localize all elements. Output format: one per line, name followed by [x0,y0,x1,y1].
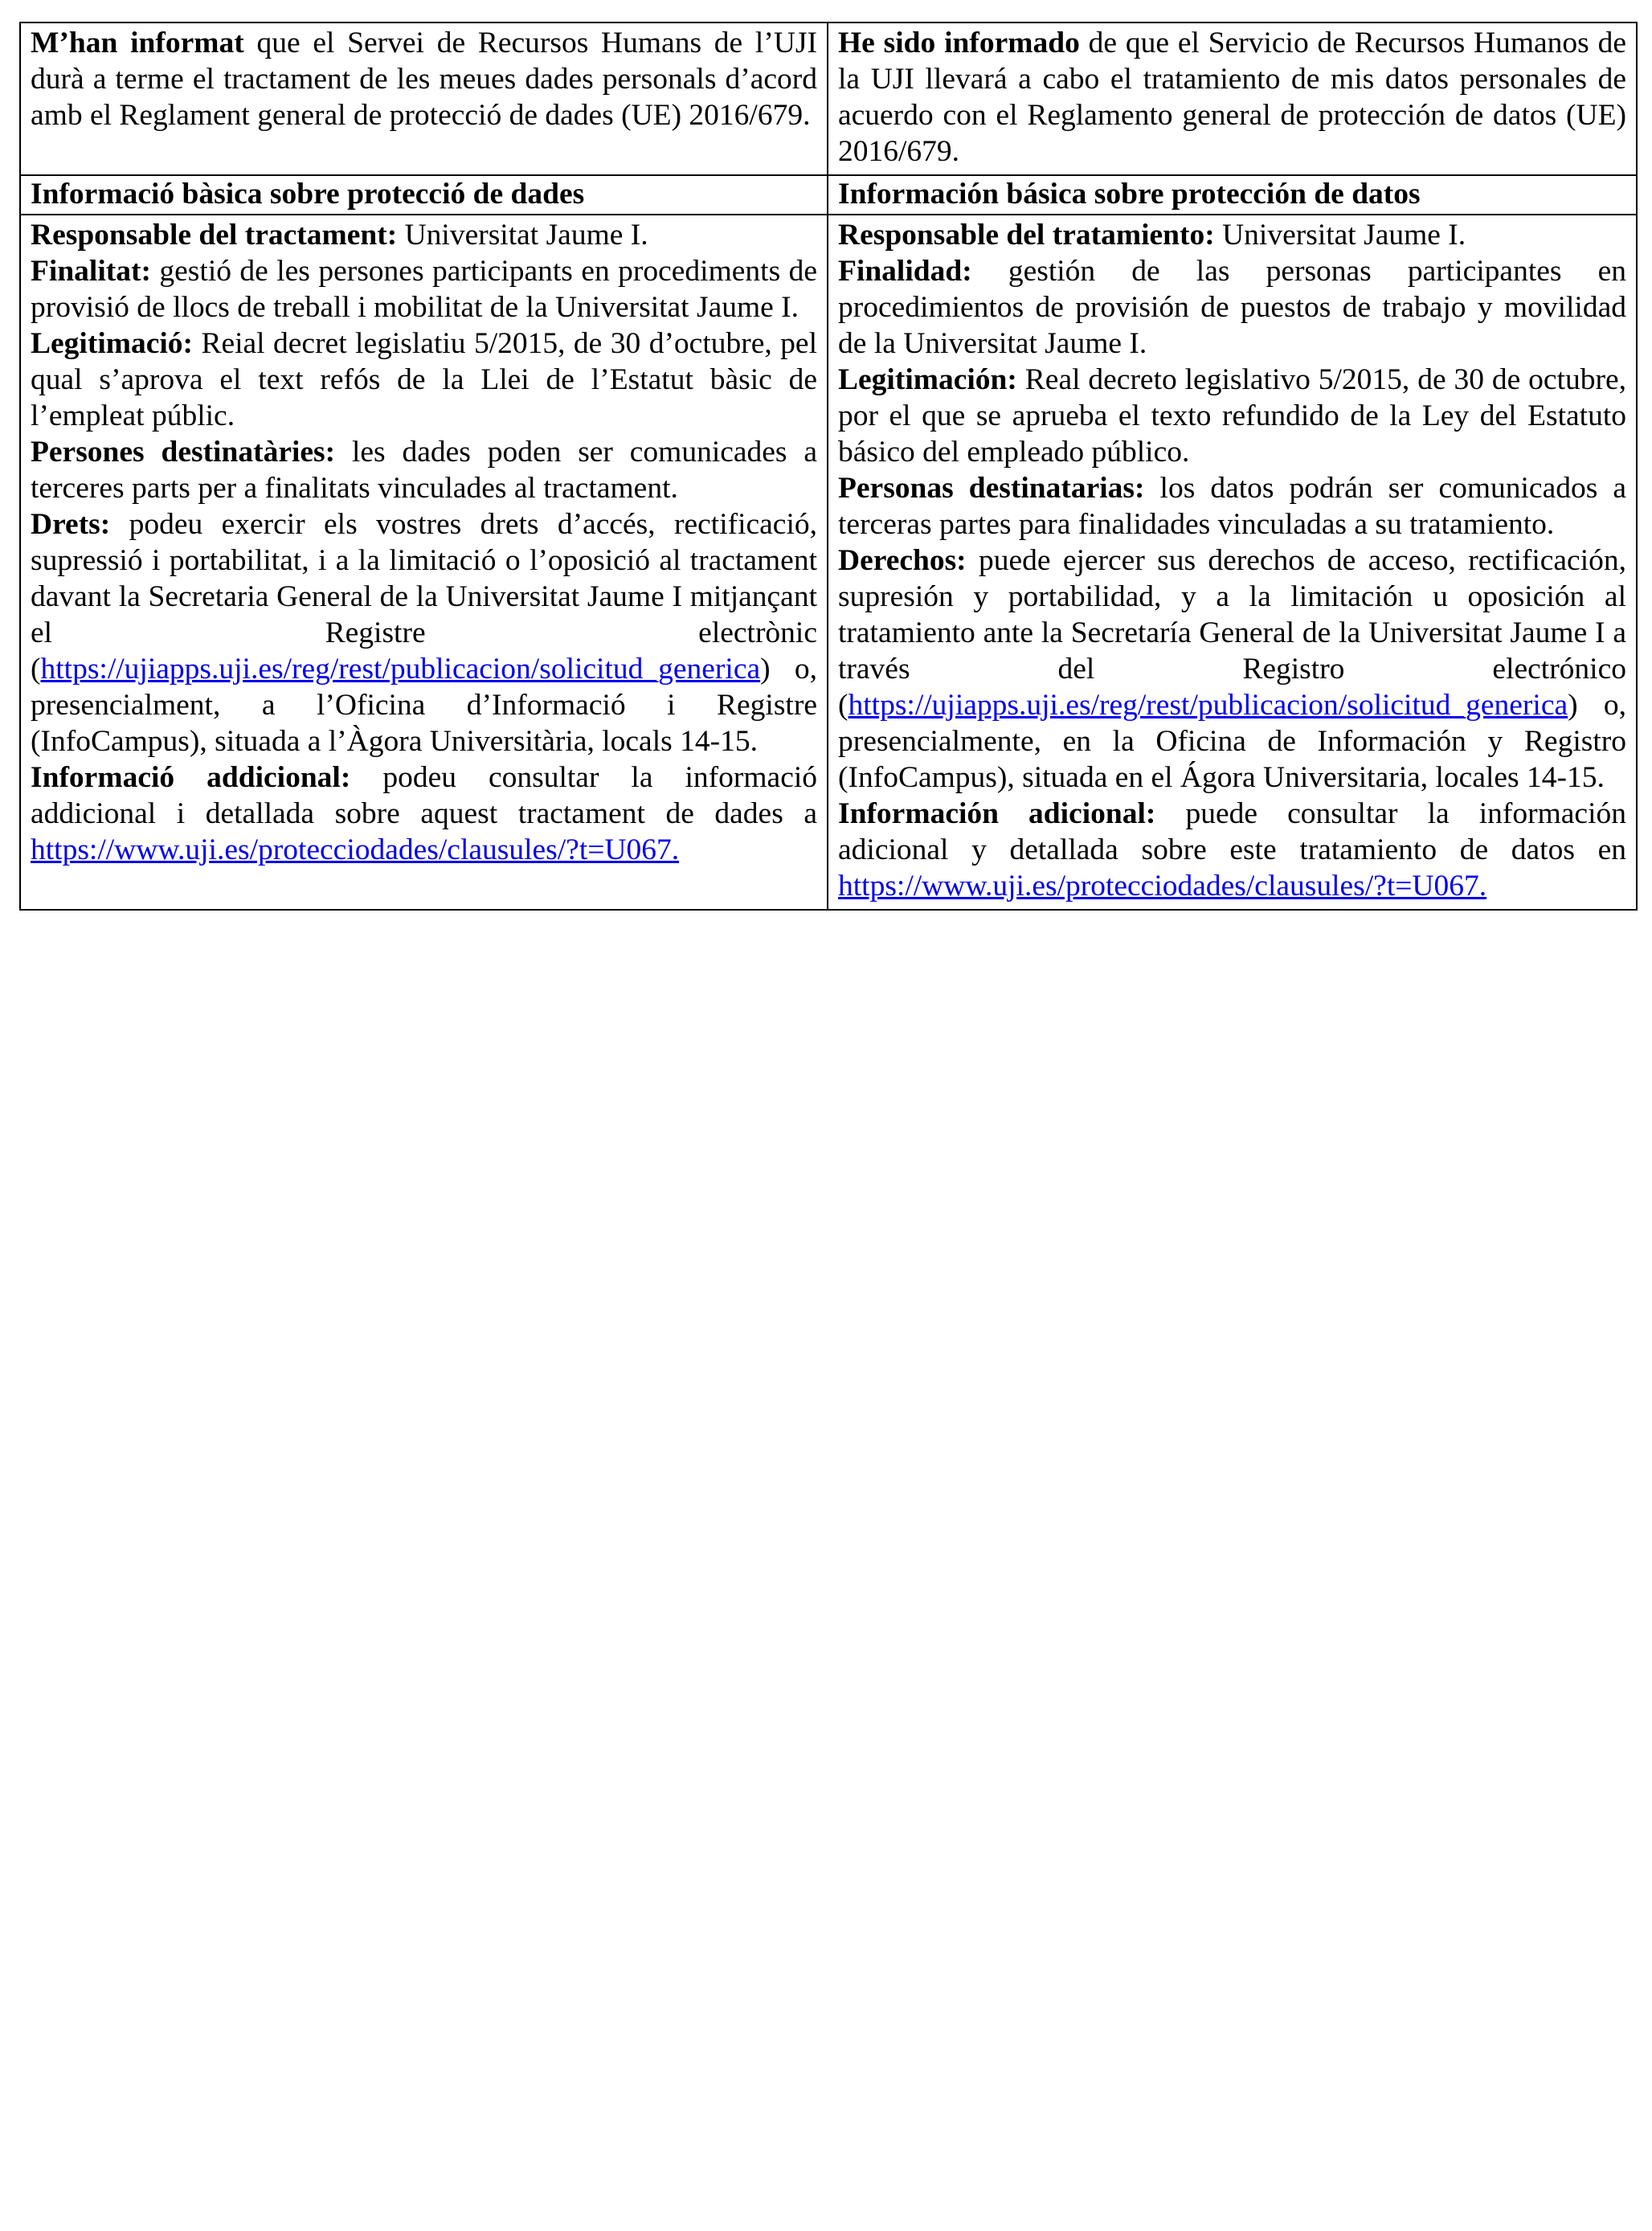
destinataris-label-spanish: Personas destinatarias: [838,472,1145,505]
destinataris-label-catalan: Persones destinatàries: [31,436,336,469]
intro-bold-spanish: He sido informado [838,27,1080,59]
drets-label-spanish: Derechos: [838,544,967,577]
details-cell-catalan [20,215,828,910]
responsable-label-spanish: Responsable del tratamiento: [838,219,1215,252]
responsable-paragraph-catalan [31,217,817,253]
responsable-paragraph-spanish [838,217,1626,253]
clausules-link-catalan[interactable]: https://www.uji.es/protecciodades/clausules/?t=U067. [31,833,680,866]
finalitat-text-spanish: gestión de las personas participantes en procedimientos de provisión de puestos de trabajo y movilidad de la Universitat Jaume I. [838,255,1626,360]
addicional-text-catalan: podeu consultar la informació addicional i detallada sobre aquest tractament de dades a [31,761,818,830]
drets-text-spanish: puede ejercer sus derechos de acceso, rectificación, supresión y portabilidad, y a la limitación u oposición al tratamiento ante la Secretaría General de la Universitat Jaume I a través del Registro electrónico ( [838,544,1626,722]
document-page [19,22,1636,911]
finalitat-paragraph-spanish [838,253,1626,362]
addicional-paragraph-catalan [31,759,817,868]
finalitat-label-catalan: Finalitat: [31,255,151,288]
legitimacio-label-spanish: Legitimación: [838,363,1017,396]
destinataris-paragraph-spanish [838,470,1626,542]
intro-text-spanish: de que el Servicio de Recursos Humanos de la UJI llevará a cabo el tratamiento de mis datos personales de acuerdo con el Reglamento general de protección de datos (UE) 2016/679. [838,27,1626,168]
details-row [20,215,1637,910]
legitimacio-paragraph-spanish [838,362,1626,470]
addicional-paragraph-spanish [838,796,1626,904]
destinataris-text-spanish: los datos podrán ser comunicados a terceras partes para finalidades vinculadas a su tratamiento. [838,472,1626,541]
legitimacio-label-catalan: Legitimació: [31,327,194,360]
destinataris-paragraph-catalan [31,434,817,506]
drets-text-2-catalan: ) o, presencialment, a l’Oficina d’Informació i Registre (InfoCampus), situada a l’Àgora Universitària, locals 14-15. [31,653,817,758]
drets-text-catalan: podeu exercir els vostres drets d’accés, rectificació, supressió i portabilitat, i a la limitació o l’oposició al tractament davant la Secretaria General de la Universitat Jaume I mitjançant el Registre electrònic ( [31,508,817,686]
drets-label-catalan: Drets: [31,508,111,541]
registre-link-spanish[interactable]: https://ujiapps.uji.es/reg/rest/publicacion/solicitud_generica [848,689,1568,722]
drets-paragraph-spanish [838,542,1626,796]
responsable-text-catalan: Universitat Jaume I. [397,219,648,252]
addicional-label-spanish: Información adicional: [838,797,1156,830]
finalitat-paragraph-catalan [31,253,817,325]
addicional-text-spanish: puede consultar la información adicional y detallada sobre este tratamiento de datos en [838,797,1626,866]
data-protection-table [19,22,1638,911]
intro-text-catalan: que el Servei de Recursos Humans de l’UJI durà a terme el tractament de les meues dades personals d’acord amb el Reglament general de protecció de dades (UE) 2016/679. [31,27,817,132]
heading-cell-spanish: Información básica sobre protección de datos [828,175,1637,215]
legitimacio-text-catalan: Reial decret legislatiu 5/2015, de 30 d’octubre, pel qual s’aprova el text refós de la Llei de l’Estatut bàsic de l’empleat públic. [31,327,817,432]
responsable-label-catalan: Responsable del tractament: [31,219,398,252]
intro-bold-catalan: M’han informat [31,27,244,59]
clausules-link-spanish[interactable]: https://www.uji.es/protecciodades/clausules/?t=U067. [838,870,1487,903]
intro-cell-catalan [20,23,828,175]
addicional-label-catalan: Informació addicional: [31,761,351,794]
intro-cell-spanish [828,23,1637,175]
drets-paragraph-catalan [31,506,817,759]
drets-text-2-spanish: ) o, presencialmente, en la Oficina de Información y Registro (InfoCampus), situada en el Ágora Universitaria, locales 14-15. [838,689,1626,794]
registre-link-catalan[interactable]: https://ujiapps.uji.es/reg/rest/publicacion/solicitud_generica [40,653,761,686]
legitimacio-text-spanish: Real decreto legislativo 5/2015, de 30 de octubre, por el que se aprueba el texto refundido de la Ley del Estatuto básico del empleado público. [838,363,1626,469]
finalitat-text-catalan: gestió de les persones participants en procediments de provisió de llocs de treball i mobilitat de la Universitat Jaume I. [31,255,817,324]
heading-cell-catalan: Informació bàsica sobre protecció de dades [20,175,828,215]
heading-row [20,175,1637,215]
intro-row [20,23,1637,175]
finalitat-label-spanish: Finalidad: [838,255,972,288]
legitimacio-paragraph-catalan [31,325,817,434]
responsable-text-spanish: Universitat Jaume I. [1214,219,1466,252]
details-cell-spanish [828,215,1637,910]
destinataris-text-catalan: les dades poden ser comunicades a terceres parts per a finalitats vinculades al tractament. [31,436,818,505]
